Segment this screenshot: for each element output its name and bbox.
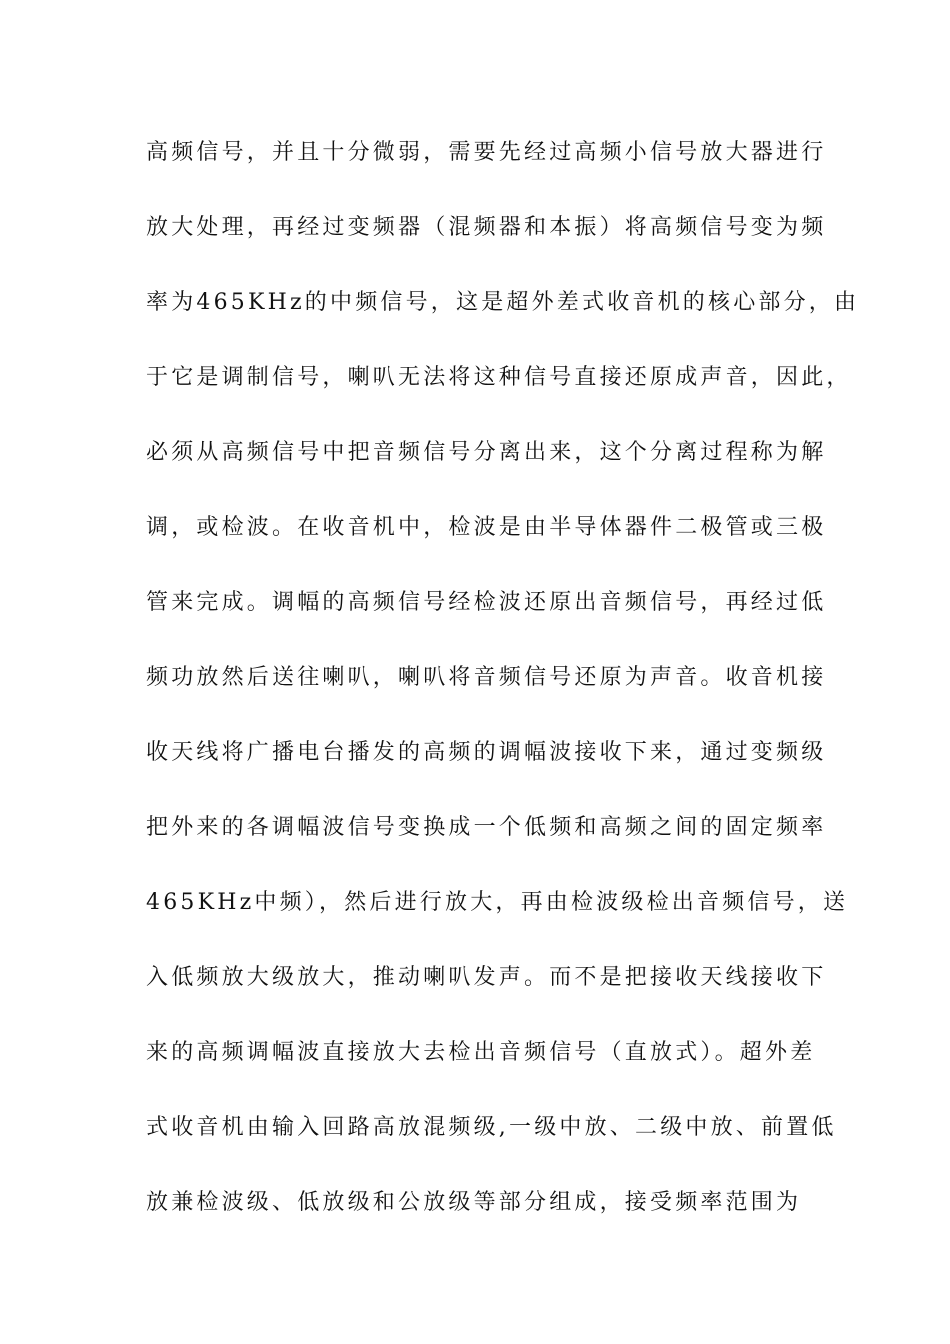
text-line: 来的高频调幅波直接放大去检出音频信号（直放式）。超外差 [146, 1040, 816, 1065]
text-line: 管来完成。调幅的高频信号经检波还原出音频信号，再经过低 [146, 590, 827, 615]
text-line: 必须从高频信号中把音频信号分离出来，这个分离过程称为解 [146, 440, 827, 465]
text-line: 把外来的各调幅波信号变换成一个低频和高频之间的固定频率 [146, 815, 827, 840]
text-line: 放大处理，再经过变频器（混频器和本振）将高频信号变为频 [146, 215, 827, 240]
text-line: 465KHz中频），然后进行放大，再由检波级检出音频信号，送 [146, 890, 849, 915]
text-line: 入低频放大级放大，推动喇叭发声。而不是把接收天线接收下 [146, 965, 827, 990]
text-line: 率为465KHz的中频信号，这是超外差式收音机的核心部分，由 [146, 290, 860, 315]
text-line: 式收音机由输入回路高放混频级,一级中放、二级中放、前置低 [146, 1115, 837, 1140]
text-line: 高频信号，并且十分微弱，需要先经过高频小信号放大器进行 [146, 140, 827, 165]
text-line: 频功放然后送往喇叭，喇叭将音频信号还原为声音。收音机接 [146, 665, 827, 690]
text-line: 收天线将广播电台播发的高频的调幅波接收下来，通过变频级 [146, 740, 827, 765]
text-line: 放兼检波级、低放级和公放级等部分组成，接受频率范围为 [146, 1190, 802, 1215]
text-line: 调，或检波。在收音机中，检波是由半导体器件二极管或三极 [146, 515, 827, 540]
text-line: 于它是调制信号，喇叭无法将这种信号直接还原成声音，因此， [146, 365, 852, 390]
